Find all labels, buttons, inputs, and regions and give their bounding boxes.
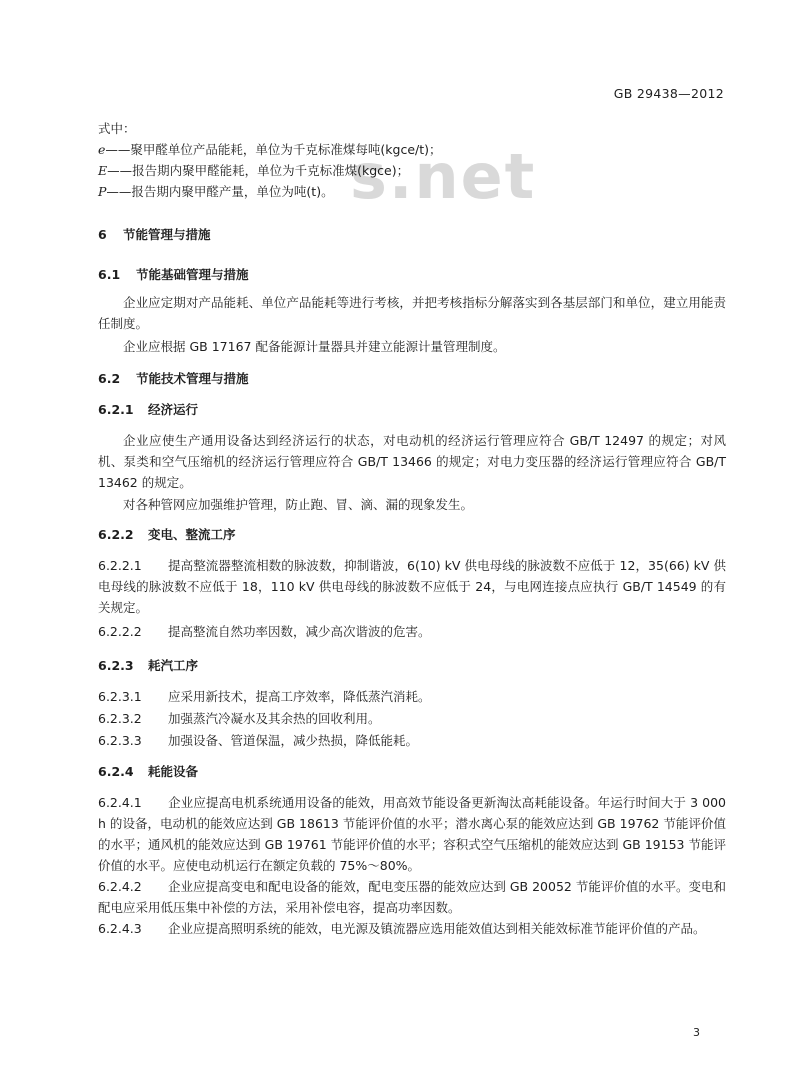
clause-item: 6.2.4.2 企业应提高变电和配电设备的能效，配电变压器的能效应达到 GB 20052 节能评价值的水平。变电和配电应采用低压集中补偿的方法，采用补偿电容，提高功率因数。 [98, 879, 726, 915]
formula-where-item: E——报告期内聚甲醛能耗，单位为千克标准煤(kgce)； [98, 163, 410, 178]
section-heading-6-2-2: 6.2.2 变电、整流工序 [98, 527, 236, 542]
clause-item: 6.2.2.1 提高整流器整流相数的脉波数，抑制谐波，6(10) kV 供电母线的脉波数不应低于 12，35(66) kV 供电母线的脉波数不应低于 18，110 kV 供电母线的脉波数不应低于 24，与电网连接点应执行 GB/T 14549 的有关规定。 [98, 558, 726, 615]
section-heading-6-2-3: 6.2.3 耗汽工序 [98, 658, 199, 673]
formula-where-item: e——聚甲醛单位产品能耗，单位为千克标准煤每吨(kgce/t)； [98, 142, 442, 157]
section-heading-6-2: 6.2 节能技术管理与措施 [98, 371, 249, 386]
paragraph: 企业应根据 GB 17167 配备能源计量器具并建立能源计量管理制度。 [123, 339, 506, 354]
clause-item: 6.2.4.3 企业应提高照明系统的能效，电光源及镇流器应选用能效值达到相关能效标准节能评价值的产品。 [98, 921, 706, 936]
formula-where-item: P——报告期内聚甲醛产量，单位为吨(t)。 [98, 184, 334, 199]
formula-where-intro: 式中： [98, 121, 136, 136]
formula-where-block [98, 118, 726, 202]
clause-item: 6.2.4.1 企业应提高电机系统通用设备的能效，用高效节能设备更新淘汰高耗能设备。年运行时间大于 3 000 h 的设备，电动机的能效应达到 GB 18613 节能评价值的水平；潜水离心泵的能效应达到 GB 19762 节能评价值的水平；通风机的能效应达到 GB 19761 节能评价值的水平；容积式空气压缩机的能效应达到 GB 19153 节能评价值的水平。应使电动机运行在额定负载的 75%～80%。 [98, 795, 726, 873]
symbol: P [98, 184, 107, 199]
clause-item: 6.2.2.2 提高整流自然功率因数，减少高次谐波的危害。 [98, 624, 431, 639]
section-heading-6-1: 6.1 节能基础管理与措施 [98, 267, 249, 282]
section-heading-6-2-1: 6.2.1 经济运行 [98, 402, 199, 417]
standard-code: GB 29438—2012 [613, 86, 724, 101]
clause-item: 6.2.3.2 加强蒸汽冷凝水及其余热的回收利用。 [98, 711, 381, 726]
section-heading-6: 6 节能管理与措施 [98, 227, 211, 242]
paragraph: 企业应定期对产品能耗、单位产品能耗等进行考核，并把考核指标分解落实到各基层部门和单位，建立用能责任制度。 [98, 295, 726, 331]
clause-item: 6.2.3.3 加强设备、管道保温，减少热损，降低能耗。 [98, 733, 419, 748]
paragraph: 企业应使生产通用设备达到经济运行的状态，对电动机的经济运行管理应符合 GB/T 12497 的规定；对风机、泵类和空气压缩机的经济运行管理应符合 GB/T 13466 的规定；对电力变压器的经济运行管理应符合 GB/T 13462 的规定。 [98, 433, 726, 490]
symbol: e [98, 142, 106, 157]
watermark: s.net [350, 140, 537, 213]
paragraph: 对各种管网应加强维护管理，防止跑、冒、滴、漏的现象发生。 [123, 497, 474, 512]
section-heading-6-2-4: 6.2.4 耗能设备 [98, 764, 199, 779]
page-number: 3 [693, 1026, 700, 1039]
clause-item: 6.2.3.1 应采用新技术，提高工序效率，降低蒸汽消耗。 [98, 689, 431, 704]
symbol: E [98, 163, 108, 178]
